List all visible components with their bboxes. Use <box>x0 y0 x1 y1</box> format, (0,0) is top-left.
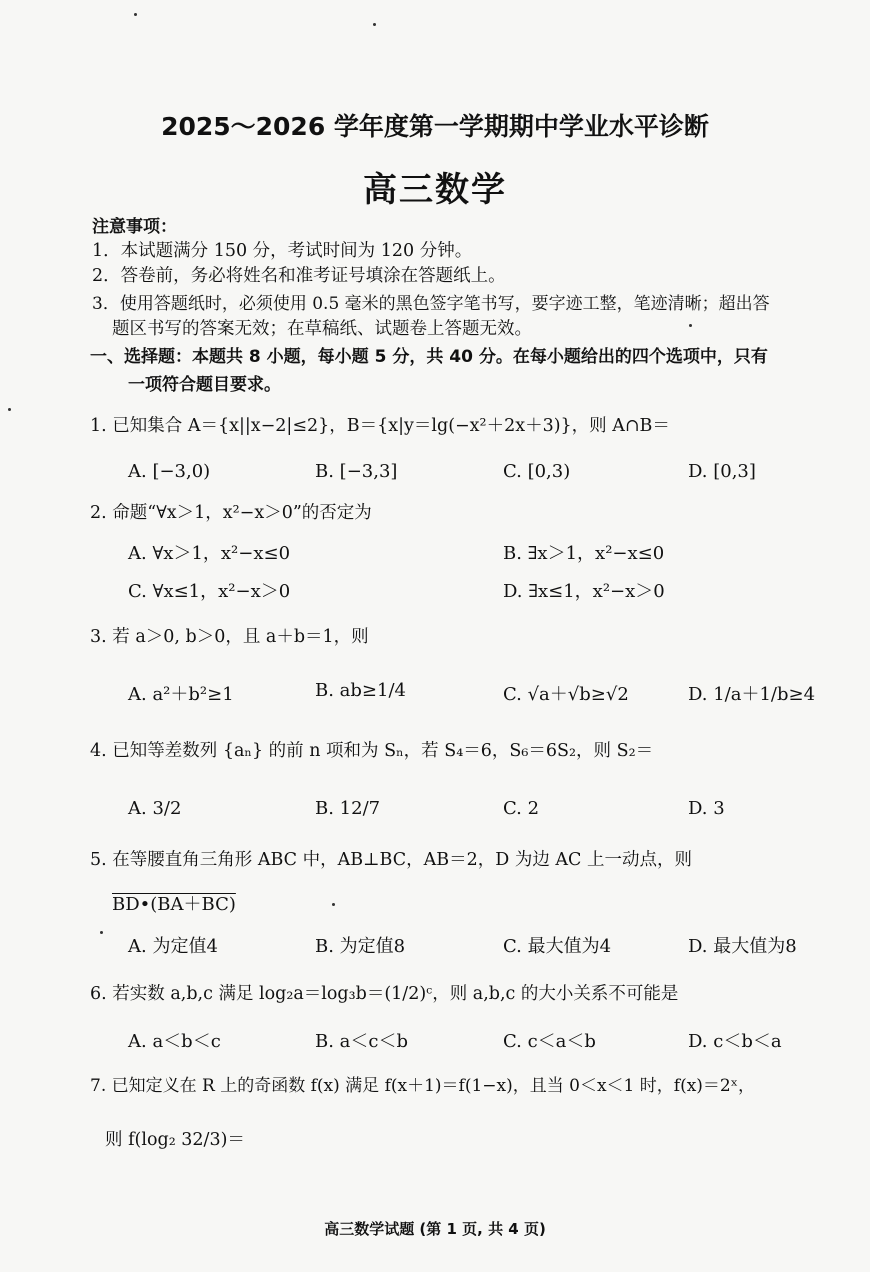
question-5-option-d: D. 最大值为8 <box>688 936 797 957</box>
question-2-option-d: D. ∃x≤1，x²−x＞0 <box>503 581 665 602</box>
question-7-stem-cont: 则 f(log₂ 32/3)＝ <box>105 1130 245 1150</box>
section-heading-cont: 一项符合题目要求。 <box>128 375 281 395</box>
question-6-option-b: B. a＜c＜b <box>315 1031 409 1052</box>
question-5-option-c: C. 最大值为4 <box>503 936 612 957</box>
notice-item: 题区书写的答案无效；在草稿纸、试题卷上答题无效。 <box>112 319 532 339</box>
question-1-option-d: D. [0,3] <box>688 461 756 482</box>
question-4-option-c: C. 2 <box>503 798 540 819</box>
question-2-stem: 2. 命题“∀x＞1，x²−x＞0”的否定为 <box>90 503 372 523</box>
exam-title: 2025～2026 学年度第一学期期中学业水平诊断 <box>161 112 709 141</box>
question-5-vector-expression: BD•(BA＋BC) <box>112 894 236 915</box>
scan-speck <box>689 324 692 327</box>
question-1-option-c: C. [0,3) <box>503 461 571 482</box>
question-4-option-d: D. 3 <box>688 798 725 819</box>
question-4-option-b: B. 12/7 <box>315 798 381 819</box>
question-1-stem: 1. 已知集合 A＝{x||x−2|≤2}，B＝{x|y＝lg(−x²＋2x＋3)}，则 A∩B＝ <box>90 416 670 436</box>
notice-item: 1．本试题满分 150 分，考试时间为 120 分钟。 <box>92 241 473 261</box>
question-5-option-b: B. 为定值8 <box>315 936 406 957</box>
question-2-option-b: B. ∃x＞1，x²−x≤0 <box>503 543 665 564</box>
question-4-option-a: A. 3/2 <box>128 798 182 819</box>
scan-speck <box>332 903 335 906</box>
notice-item: 3．使用答题纸时，必须使用 0.5 毫米的黑色签字笔书写，要字迹工整，笔迹清晰；超出答 <box>92 294 770 314</box>
notice-heading: 注意事项： <box>92 217 177 237</box>
question-2-option-a: A. ∀x＞1，x²−x≤0 <box>128 543 291 564</box>
question-5-stem: 5. 在等腰直角三角形 ABC 中，AB⊥BC，AB＝2，D 为边 AC 上一动点，则 <box>90 850 693 870</box>
question-1-option-b: B. [−3,3] <box>315 461 398 482</box>
question-3-option-d: D. 1/a＋1/b≥4 <box>688 684 816 705</box>
section-heading: 一、选择题：本题共 8 小题，每小题 5 分，共 40 分。在每小题给出的四个选项中，只有 <box>90 347 768 367</box>
question-1-option-a: A. [−3,0) <box>128 461 211 482</box>
question-3-stem: 3. 若 a＞0, b＞0，且 a＋b＝1，则 <box>90 627 369 647</box>
scan-speck <box>100 931 103 934</box>
question-3-option-c: C. √a＋√b≥√2 <box>503 684 629 705</box>
question-6-option-d: D. c＜b＜a <box>688 1031 782 1052</box>
question-6-option-c: C. c＜a＜b <box>503 1031 596 1052</box>
question-7-stem: 7. 已知定义在 R 上的奇函数 f(x) 满足 f(x＋1)＝f(1−x)，且当 0＜x＜1 时，f(x)＝2ˣ， <box>90 1076 755 1096</box>
scan-speck <box>373 23 376 26</box>
question-3-option-a: A. a²＋b²≥1 <box>128 684 234 705</box>
question-2-option-c: C. ∀x≤1，x²−x＞0 <box>128 581 291 602</box>
page-footer: 高三数学试题 (第 1 页, 共 4 页) <box>324 1220 546 1238</box>
question-3-option-b: B. ab≥1/4 <box>315 680 406 701</box>
question-6-option-a: A. a＜b＜c <box>128 1031 221 1052</box>
scan-speck <box>134 13 137 16</box>
subject-title: 高三数学 <box>363 170 507 210</box>
scan-speck <box>8 408 11 411</box>
notice-item: 2．答卷前，务必将姓名和准考证号填涂在答题纸上。 <box>92 266 506 286</box>
question-4-stem: 4. 已知等差数列 {aₙ} 的前 n 项和为 Sₙ，若 S₄＝6，S₆＝6S₂，则 S₂＝ <box>90 741 654 761</box>
question-6-stem: 6. 若实数 a,b,c 满足 log₂a＝log₃b＝(1/2)ᶜ，则 a,b,c 的大小关系不可能是 <box>90 984 679 1004</box>
question-5-option-a: A. 为定值4 <box>128 936 218 957</box>
